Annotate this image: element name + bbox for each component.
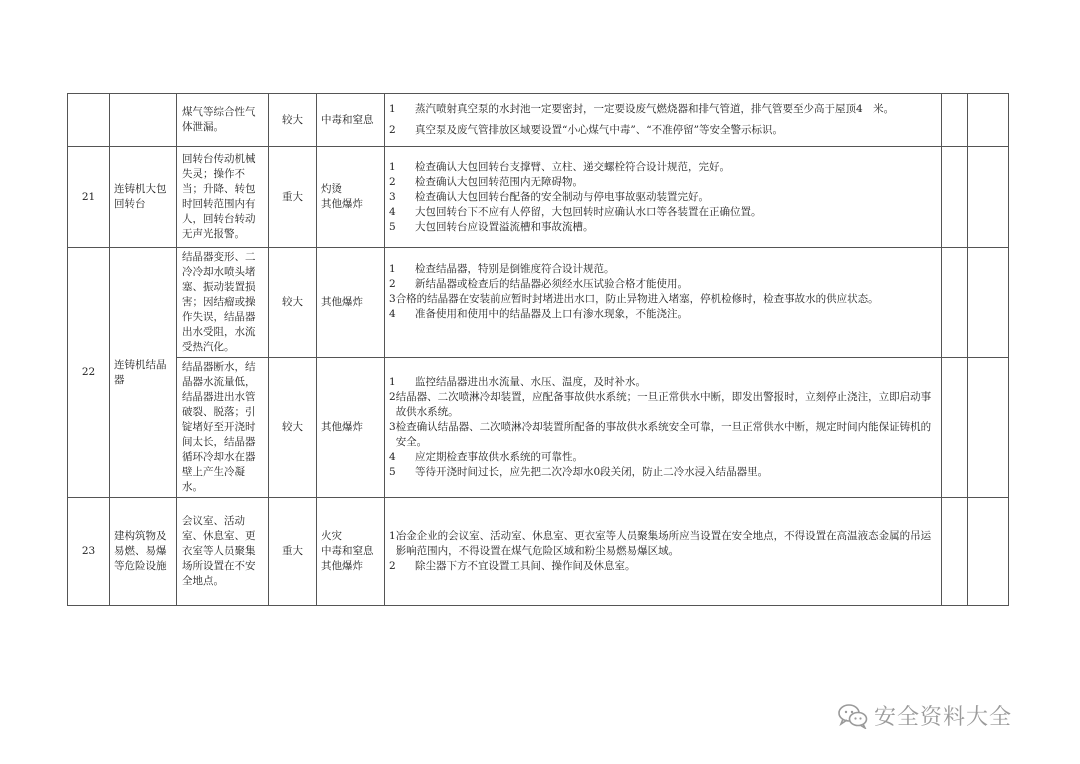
blank-cell [968,94,1009,147]
wechat-icon [838,703,868,729]
measure-number: 1 [389,103,396,115]
measure-text: 结晶器、二次喷淋冷却装置，应配备事故供水系统；一旦正常供水中断，即发出警报时，立刻停止浇注，立即启动事故供水系统。 [395,391,932,418]
measure-number: 2 [389,175,396,188]
measure-text: 新结晶器或检查后的结晶器必须经水压试验合格才能使用。 [415,278,688,290]
measure-item [389,559,937,574]
measure-number: 2 [389,560,396,572]
facility-name: 建构筑物及易燃、易爆等危险设施 [110,498,177,606]
measure-number: 2 [389,391,396,403]
table-row [68,248,1009,358]
measure-number: 5 [389,220,396,233]
table-row [68,498,1009,606]
blank-cell [942,248,968,358]
facility-name: 连铸机大包回转台 [110,147,177,248]
risk-table [67,93,1009,606]
blank-cell [942,94,968,147]
measure-number: 5 [389,466,396,478]
measure-number: 1 [389,376,396,388]
measure-item [389,390,937,420]
row-number: 23 [68,498,110,606]
watermark [838,700,1012,731]
measure-item [389,420,937,450]
measure-item [389,375,937,390]
measure-item [389,277,937,292]
accident-type-line: 中毒和窒息 [321,545,374,557]
blank-cell [968,498,1009,606]
measure-number: 1 [389,160,396,173]
hazard-description: 回转台传动机械失灵；操作不当；升降、转包时回转范围内有人，回转台转动无声光报警。 [177,147,269,248]
measure-text: 检查确认大包回转台配备的安全制动与停电事故驱动装置完好。 [415,190,709,203]
table-row [68,94,1009,147]
control-measures [385,147,942,248]
measure-item [389,529,937,559]
blank-cell [942,498,968,606]
measure-text: 大包回转台应设置溢流槽和事故流槽。 [415,220,594,233]
risk-level: 较大 [269,358,317,498]
accident-type-line: 中毒和窒息 [321,113,374,126]
risk-level: 较大 [269,248,317,358]
measure-item [389,175,937,190]
watermark-text: 安全资料大全 [874,705,1013,730]
measure-item [389,123,937,138]
measure-item [389,205,937,220]
risk-level: 重大 [269,147,317,248]
risk-level: 重大 [269,498,317,606]
measure-text: 准备使用和使用中的结晶器及上口有渗水现象，不能浇注。 [415,308,688,320]
accident-type [317,498,385,606]
control-measures [385,94,942,147]
measure-text: 等待开浇时间过长，应先把二次冷却水0段关闭，防止二冷水浸入结晶器里。 [415,466,769,478]
measure-number: 1 [389,263,396,275]
measure-number: 2 [389,124,396,136]
blank-cell [942,358,968,498]
accident-type-line: 灼烫 [321,183,342,195]
control-measures [385,248,942,358]
hazard-description: 结晶器断水，结晶器水流量低，结晶器进出水管破裂、脱落；引锭堵好至开浇时间太长，结晶器循环冷却水在器壁上产生冷凝水。 [177,358,269,498]
measure-text: 检查确认结晶器、二次喷淋冷却装置所配备的事故供水系统安全可靠，一旦正常供水中断，规定时间内能保证铸机的安全。 [395,421,932,448]
measure-text: 检查确认大包回转范围内无障碍物。 [415,175,583,188]
measure-number: 2 [389,278,396,290]
facility-name: 连铸机结晶器 [110,248,177,498]
measure-number: 4 [389,451,396,463]
blank-cell [942,147,968,248]
accident-type-line: 其他爆炸 [321,421,363,433]
hazard-description: 结晶器变形、二冷冷却水喷头堵塞、振动装置损害；因结瘤或操作失误，结晶器出水受阻，水流受热汽化。 [177,248,269,358]
measure-item [389,262,937,277]
accident-type-line: 火灾 [321,530,342,542]
measure-item [389,160,937,175]
measure-number: 4 [389,308,396,320]
measure-text: 检查确认大包回转台支撑臂、立柱、递交螺栓符合设计规范，完好。 [415,160,730,173]
table-row [68,358,1009,498]
measure-number: 1 [389,530,396,542]
accident-type [317,358,385,498]
measure-item [389,292,937,307]
row-number: 22 [68,248,110,498]
table-row [68,147,1009,248]
measure-text: 大包回转台下不应有人停留，大包回转时应确认水口等各装置在正确位置。 [415,205,762,218]
measure-text: 合格的结晶器在安装前应暂时封堵进出水口，防止异物进入堵塞，停机检修时，检查事故水的供应状态。 [395,293,879,305]
hazard-description: 会议室、活动室、休息室、更衣室等人员聚集场所设置在不安全地点。 [177,498,269,606]
blank-cell [968,248,1009,358]
measure-text: 冶金企业的会议室、活动室、休息室、更衣室等人员聚集场所应当设置在安全地点，不得设置在高温液态金属的吊运影响范围内，不得设置在煤气危险区域和粉尘易燃易爆区域。 [395,530,932,557]
measure-item [389,102,937,117]
accident-type-line: 其他爆炸 [321,296,363,308]
measure-item [389,190,937,205]
control-measures [385,358,942,498]
control-measures [385,498,942,606]
measure-text: 监控结晶器进出水流量、水压、温度，及时补水。 [415,376,646,388]
accident-type-line: 其他爆炸 [321,560,363,572]
measure-number: 3 [389,293,396,305]
measure-item [389,465,937,480]
row-number: 21 [68,147,110,248]
facility-name [110,94,177,147]
measure-number: 3 [389,421,396,433]
row-number [68,94,110,147]
blank-cell [968,147,1009,248]
accident-type [317,147,385,248]
accident-type [317,248,385,358]
measure-text: 蒸汽喷射真空泵的水封池一定要密封，一定要设废气燃烧器和排气管道，排气管要至少高于屋顶4 米。 [415,103,895,115]
measure-text: 除尘器下方不宜设置工具间、操作间及休息室。 [415,560,636,572]
measure-item [389,220,937,235]
measure-number: 4 [389,205,396,218]
measure-text: 应定期检查事故供水系统的可靠性。 [415,451,583,463]
risk-level: 较大 [269,94,317,147]
measure-text: 检查结晶器，特别是倒锥度符合设计规范。 [415,263,615,275]
blank-cell [968,358,1009,498]
measure-item [389,307,937,322]
accident-type [317,94,385,147]
accident-type-line: 其他爆炸 [321,198,363,210]
hazard-description: 煤气等综合性气体泄漏。 [177,94,269,147]
measure-text: 真空泵及废气管排放区域要设置“小心煤气中毒”、“不准停留”等安全警示标识。 [415,124,783,136]
measure-number: 3 [389,190,396,203]
measure-item [389,450,937,465]
